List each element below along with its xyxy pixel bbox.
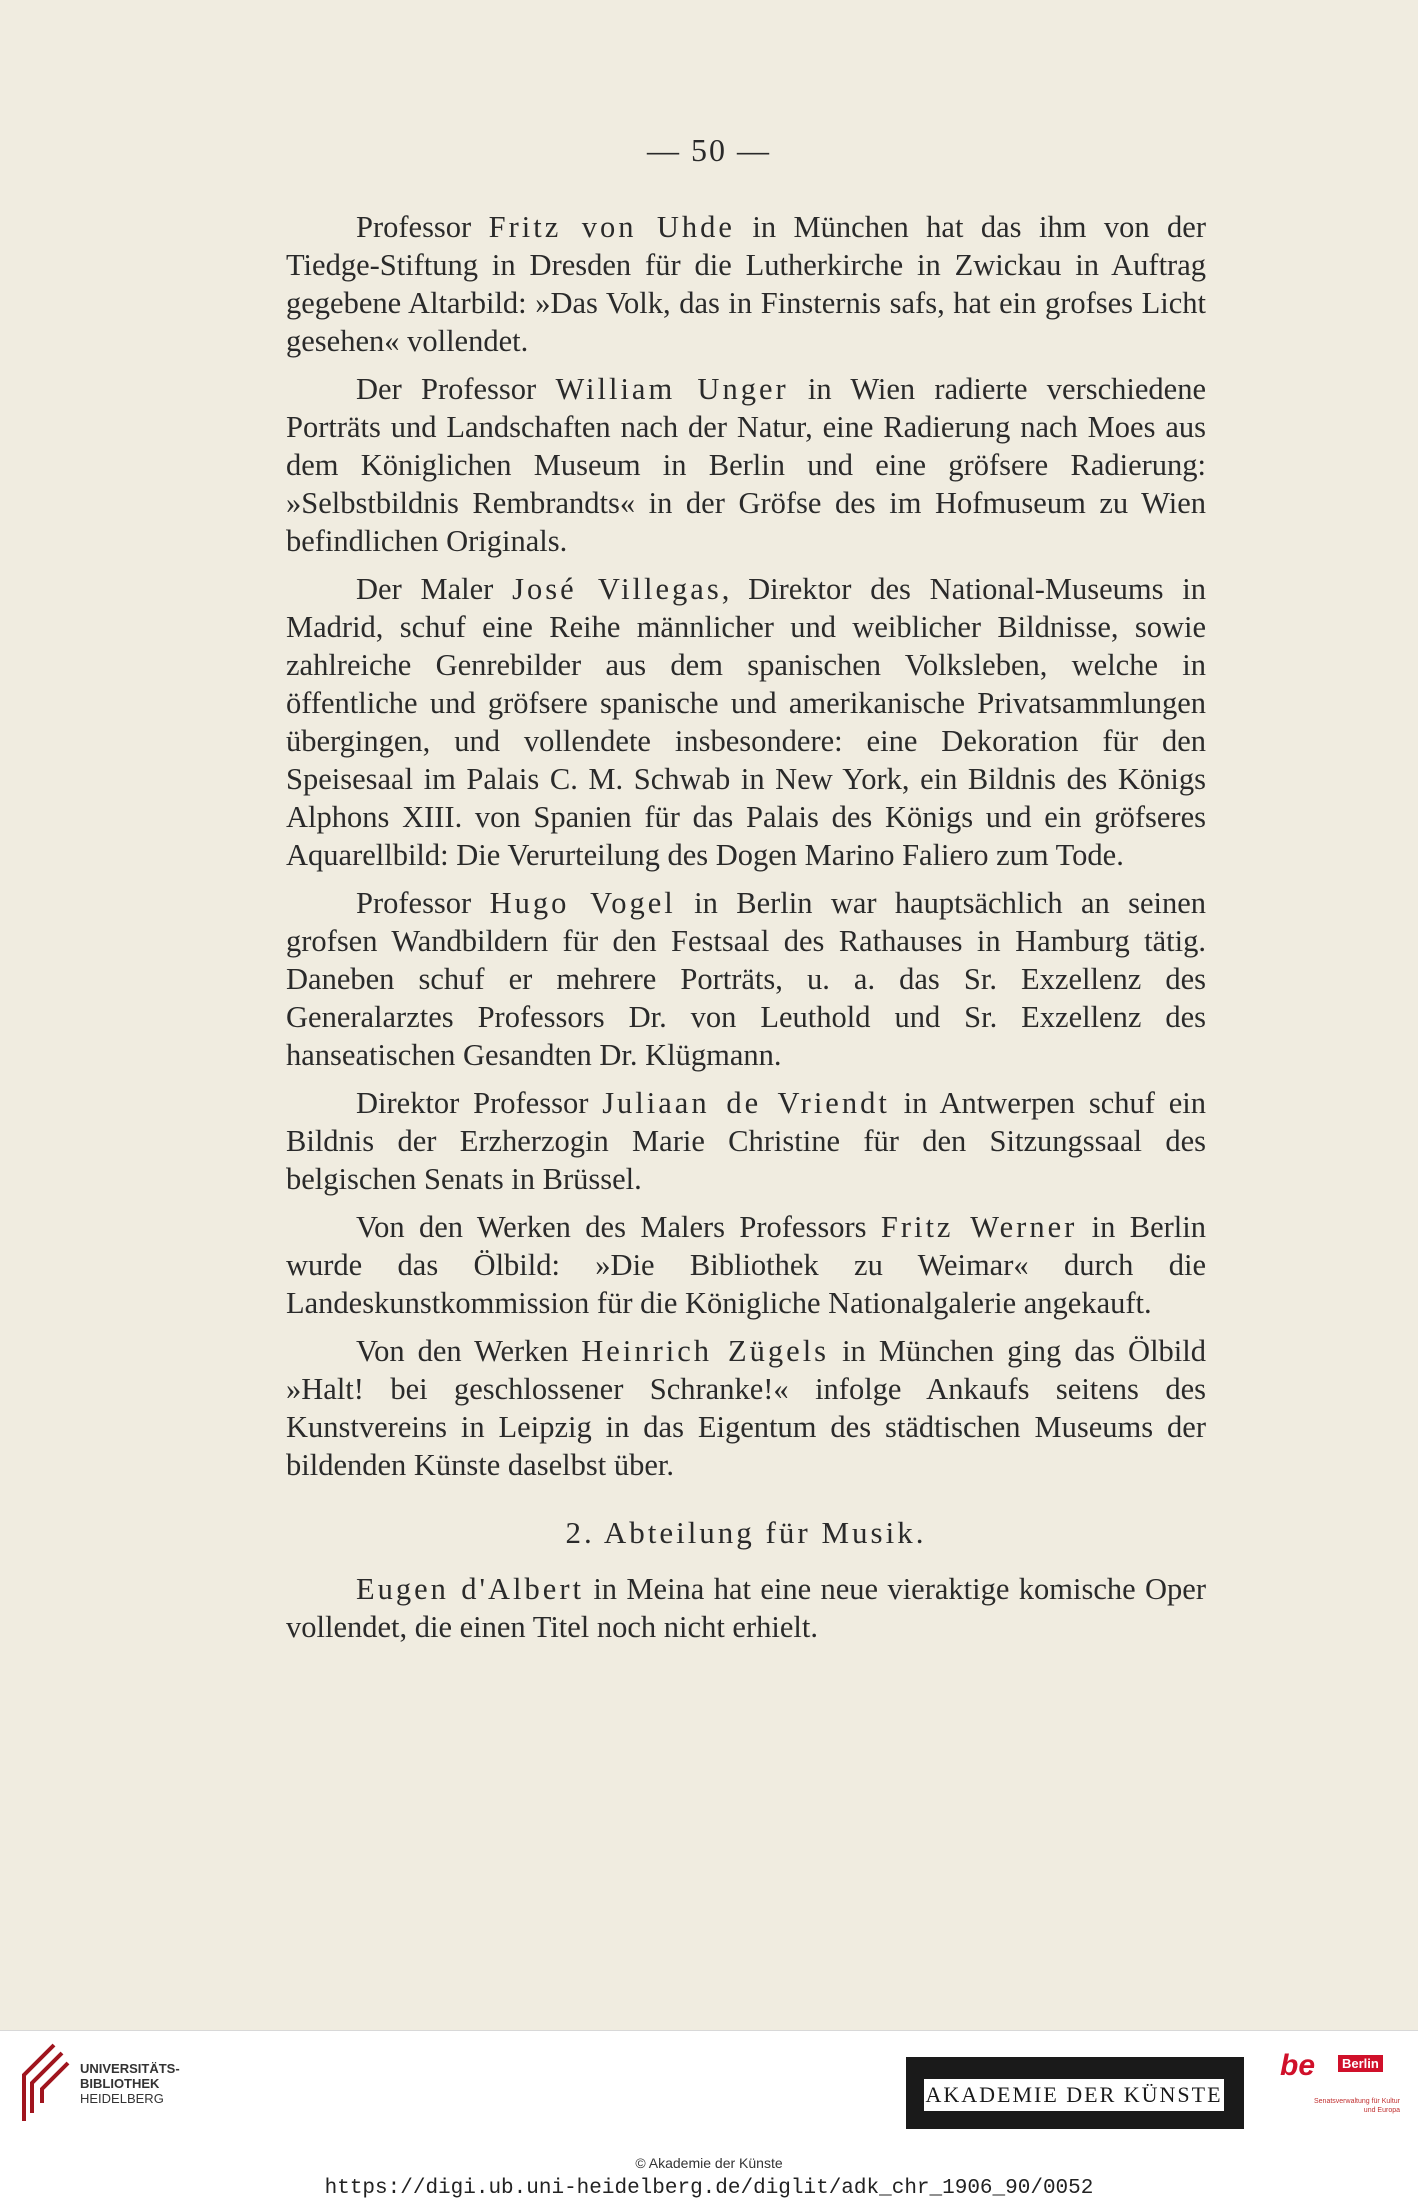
paragraph-zuegel [286,1332,1206,1484]
page-number: — 50 — [647,132,771,168]
library-name-line: HEIDELBERG [80,2091,164,2106]
artist-name: Fritz von Uhde [488,210,735,244]
paragraph-text: Der Maler [356,572,513,606]
paragraph-text: , Direktor des National-Museums in Madrid, schuf eine Reihe männlicher und weiblicher Bildnisse, sowie zahlreiche Genrebilder aus dem spanischen Volksleben, welche in öffentliche und gröfsere spanische und amerikanische Privatsammlungen übergingen, und vollendete insbesondere: eine Dekoration für den Speisesaal im Palais C. M. Schwab in New York, ein Bildnis des Königs Alphons XIII. von Spanien für das Palais des Königs und ein gröfseres Aquarellbild: Die Verurteilung des Dogen Marino Faliero zum Tode. [286,572,1206,872]
paragraph-text: Von den Werken [356,1334,582,1368]
paragraph-text: in Antwerpen schuf ein Bildnis der Erzherzogin Marie Christine für den Sitzungssaal des belgischen Senats in Brüssel. [286,1086,1206,1196]
library-emblem-icon [14,2041,70,2125]
berlin-tag: Berlin [1338,2055,1383,2072]
artist-name: José Villegas [512,572,722,606]
section-heading: 2. Abteilung für Musik. [565,1515,927,1550]
akademie-logo[interactable] [906,2057,1244,2129]
artist-name: Juliaan de Vriendt [602,1086,890,1120]
berlin-logo[interactable] [1280,2045,1400,2135]
permalink-url[interactable]: https://digi.ub.uni-heidelberg.de/diglit/adk_chr_1906_90/0052 [324,2177,1094,2200]
paragraph-unger [286,370,1206,560]
copyright-notice: © Akademie der Künste [635,2155,783,2171]
paragraph-werner [286,1208,1206,1322]
paragraph-uhde [286,208,1206,360]
paragraph-text: in Meina hat eine neue vieraktige komische Oper vollendet, die einen Titel noch nicht erhielt. [286,1572,1206,1644]
paragraph-villegas [286,570,1206,874]
body-text [286,208,1206,1656]
artist-name: Heinrich Zügels [581,1334,830,1368]
paragraph-dalbert [286,1570,1206,1646]
paragraph-vogel [286,884,1206,1074]
library-name [80,2061,180,2106]
artist-name: Eugen d'Albert [356,1572,584,1606]
berlin-subtitle: Senatsverwaltung für Kultur und Europa [1314,2098,1400,2114]
berlin-be-mark: be [1280,2049,1316,2082]
viewer-footer [0,2030,1418,2205]
paragraph-text: Direktor Professor [356,1086,603,1120]
university-library-logo[interactable] [14,2041,194,2141]
paragraph-text: Von den Werken des Malers Professors [356,1210,881,1244]
artist-name: Hugo Vogel [489,886,676,920]
paragraph-text: in München ging das Ölbild »Halt! bei geschlossener Schranke!« infolge Ankaufs seitens des Kunstvereins in Leipzig in das Eigentum des städtischen Museums der bildenden Künste daselbst über. [286,1334,1206,1482]
paragraph-vriendt [286,1084,1206,1198]
paragraph-text: in Berlin war hauptsächlich an seinen grofsen Wandbildern für den Festsaal des Rathauses in Hamburg tätig. Daneben schuf er mehrere Porträts, u. a. das Sr. Exzellenz des Generalarztes Professors Dr. von Leuthold und Sr. Exzellenz des hanseatischen Gesandten Dr. Klügmann. [286,886,1207,1072]
artist-name: William Unger [555,372,789,406]
paragraph-text: in Wien radierte verschiedene Porträts und Landschaften nach der Natur, eine Radierung nach Moes aus dem Königlichen Museum in Berlin und eine gröfsere Radierung: »Selbstbildnis Rembrandts« in der Gröfse des im Hofmuseum zu Wien befindlichen Originals. [286,372,1206,558]
paragraph-text: Der Professor [356,372,556,406]
library-name-line: UNIVERSITÄTS- [80,2061,180,2076]
akademie-label: AKADEMIE DER KÜNSTE [924,2079,1224,2111]
paragraph-text: Professor [356,886,490,920]
paragraph-text: Professor [356,210,489,244]
library-name-line: BIBLIOTHEK [80,2076,160,2091]
paragraph-text: in Berlin wurde das Ölbild: »Die Bibliothek zu Weimar« durch die Landeskunstkommission für die Königliche Nationalgalerie angekauft. [286,1210,1206,1320]
artist-name: Fritz Werner [880,1210,1078,1244]
paragraph-text: in München hat das ihm von der Tiedge-Stiftung in Dresden für die Lutherkirche in Zwickau in Auftrag gegebene Altarbild: »Das Volk, das in Finsternis safs, hat ein grofses Licht gesehen« vollendet. [286,210,1206,358]
